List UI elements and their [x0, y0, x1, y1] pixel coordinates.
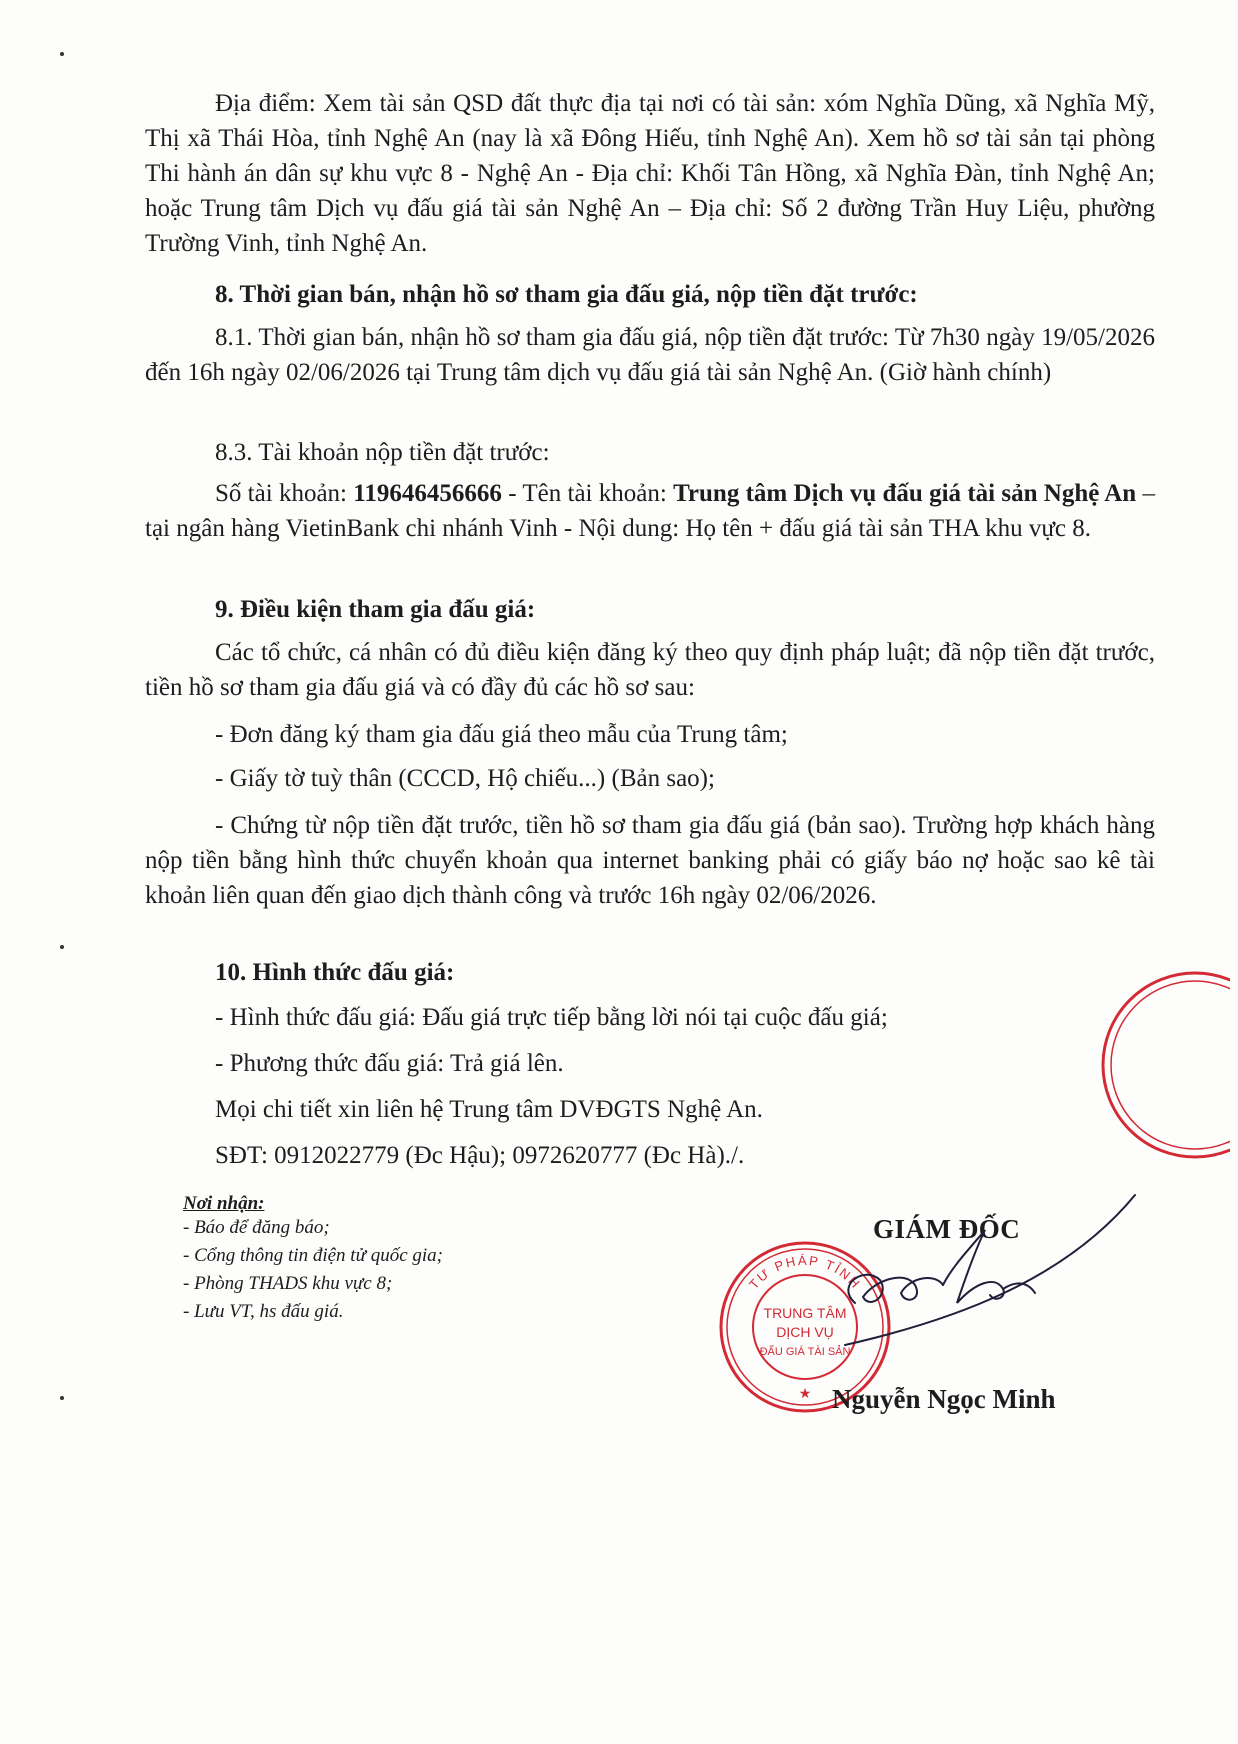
scan-speck [60, 945, 64, 949]
contact-text: Mọi chi tiết xin liên hệ Trung tâm DVĐGTS Nghệ An. [215, 1096, 763, 1123]
section-8-heading: 8. Thời gian bán, nhận hồ sơ tham gia đấu giá, nộp tiền đặt trước: [215, 281, 918, 308]
recipient-item: - Báo để đăng báo; [183, 1217, 330, 1238]
account-number: 119646456666 [353, 480, 502, 507]
phone-text: SĐT: 0912022779 (Đc Hậu); 0972620777 (Đc Hà)./. [215, 1142, 745, 1169]
list-item: - Giấy tờ tuỳ thân (CCCD, Hộ chiếu...) (Bản sao); [215, 765, 715, 792]
location-text: Địa điểm: Xem tài sản QSD đất thực địa tại nơi có tài sản: xóm Nghĩa Dũng, xã Nghĩa Mỹ, Thị xã Thái Hòa, tỉnh Nghệ An (nay là xã Đông Hiếu, tỉnh Nghệ An). Xem hồ sơ tài sản tại phòng Thi hành án dân sự khu vực 8 - Nghệ An - Địa chỉ: Khối Tân Hồng, xã Nghĩa Đàn, tỉnh Nghệ An; hoặc Trung tâm Dịch vụ đấu giá tài sản Nghệ An – Địa chỉ: Số 2 đường Trần Huy Liệu, phường Trường Vinh, tỉnh Nghệ An. [145, 90, 1155, 257]
account-name: Trung tâm Dịch vụ đấu giá tài sản Nghệ An [673, 480, 1137, 507]
seal-star-icon: ★ [798, 1387, 812, 1402]
section-9-intro-text: Các tổ chức, cá nhân có đủ điều kiện đăng ký theo quy định pháp luật; đã nộp tiền đặt trước, tiền hồ sơ tham gia đấu giá và có đầy đủ các hồ sơ sau: [145, 639, 1155, 701]
account-name-prefix: - Tên tài khoản: [501, 480, 674, 507]
list-item: - Hình thức đấu giá: Đấu giá trực tiếp bằng lời nói tại cuộc đấu giá; [215, 1004, 888, 1031]
list-item: - Phương thức đấu giá: Trả giá lên. [215, 1050, 564, 1077]
section-10-item-1 [145, 1000, 1155, 1035]
seal-arc-text: TƯ PHÁP TỈNH [745, 1252, 864, 1292]
list-item: - Đơn đăng ký tham gia đấu giá theo mẫu của Trung tâm; [215, 721, 788, 748]
section-8-1-text: 8.1. Thời gian bán, nhận hồ sơ tham gia đấu giá, nộp tiền đặt trước: Từ 7h30 ngày 19/05/2026 đến 16h ngày 02/06/2026 tại Trung tâm dịch vụ đấu giá tài sản Nghệ An. (Giờ hành chính) [145, 324, 1155, 386]
account-prefix: Số tài khoản: [215, 480, 354, 507]
list-item: - Chứng từ nộp tiền đặt trước, tiền hồ sơ tham gia đấu giá (bản sao). Trường hợp khách hàng nộp tiền bằng hình thức chuyển khoản qua internet banking phải có giấy báo nợ hoặc sao kê tài khoản liên quan đến giao dịch thành công và trước 16h ngày 02/06/2026. [145, 812, 1155, 909]
account-suffix: – tại ngân hàng VietinBank chi nhánh Vinh - Nội dung: Họ tên + đấu giá tài sản THA khu vực 8. [145, 480, 1155, 542]
location-paragraph [145, 86, 1155, 261]
recipient-item: - Lưu VT, hs đấu giá. [183, 1301, 344, 1322]
recipients-title: Nơi nhận: [183, 1193, 265, 1214]
handwritten-signature [835, 1185, 1145, 1385]
seal-line-3: ĐẤU GIÁ TÀI SẢN [759, 1346, 851, 1358]
section-8-3-text: 8.3. Tài khoản nộp tiền đặt trước: [215, 439, 550, 466]
section-9 [145, 592, 1155, 627]
section-9-item-2 [145, 761, 1155, 796]
section-8-1 [145, 320, 1155, 390]
signatory-name: Nguyễn Ngọc Minh [832, 1384, 1056, 1414]
section-9-heading: 9. Điều kiện tham gia đấu giá: [215, 596, 536, 623]
recipient-item: - Cổng thông tin điện tử quốc gia; [183, 1245, 443, 1266]
account-paragraph [145, 476, 1155, 546]
section-10-heading: 10. Hình thức đấu giá: [215, 959, 455, 986]
signatory-title: GIÁM ĐỐC [873, 1214, 1021, 1244]
seal-line-1: TRUNG TÂM [763, 1305, 847, 1321]
section-10-item-2 [145, 1046, 1155, 1081]
section-10 [145, 955, 1155, 990]
contact-line [145, 1092, 1155, 1127]
seal-line-2: DỊCH VỤ [776, 1324, 834, 1340]
section-9-item-3 [145, 808, 1155, 913]
recipient-item: - Phòng THADS khu vực 8; [183, 1273, 393, 1294]
account-info [145, 476, 1155, 546]
section-8-3 [145, 435, 1155, 470]
section-9-item-1 [145, 717, 1155, 752]
recipients-list [183, 1214, 443, 1326]
scan-speck [60, 1396, 64, 1400]
section-9-intro [145, 635, 1155, 705]
scan-speck [60, 52, 64, 56]
section-8 [145, 277, 1155, 312]
margin-seal-fragment [1100, 970, 1230, 1160]
phone-line [145, 1138, 1155, 1173]
